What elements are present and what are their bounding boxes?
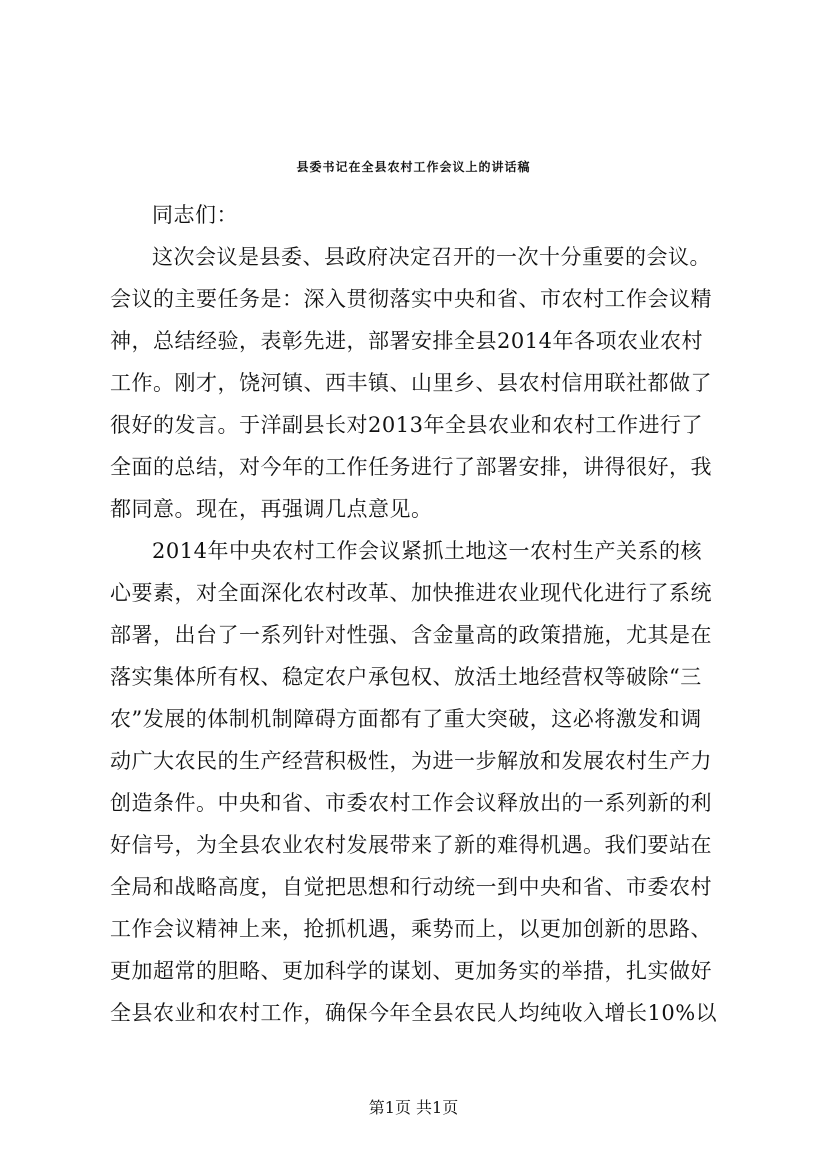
paragraph-line: 这次会议是县委、县政府决定召开的一次十分重要的会议。: [152, 245, 711, 269]
page-number-footer: 第1页 共1页: [368, 1098, 459, 1117]
paragraph-line: 神，总结经验，表彰先进，部署安排全县2014年各项农业农村: [110, 329, 703, 353]
paragraph-line: 好信号，为全县农业农村发展带来了新的难得机遇。我们要站在: [110, 833, 712, 857]
paragraph-line: 全面的总结，对今年的工作任务进行了部署安排，讲得很好，我: [110, 455, 712, 479]
paragraph-line: 动广大农民的生产经营积极性，为进一步解放和发展农村生产力: [110, 749, 712, 773]
paragraph-line: 心要素，对全面深化农村改革、加快推进农业现代化进行了系统: [110, 581, 712, 605]
paragraph-line: 落实集体所有权、稳定农户承包权、放活土地经营权等破除“三: [110, 665, 702, 689]
paragraph-line: 农”发展的体制机制障碍方面都有了重大突破，这必将激发和调: [110, 707, 702, 731]
paragraph-line: 很好的发言。于洋副县长对2013年全县农业和农村工作进行了: [110, 413, 703, 437]
paragraph-line: 工作会议精神上来，抢抓机遇，乘势而上，以更加创新的思路、: [110, 917, 712, 941]
paragraph-line: 部署，出台了一系列针对性强、含金量高的政策措施，尤其是在: [110, 623, 712, 647]
paragraph-line: 创造条件。中央和省、市委农村工作会议释放出的一系列新的利: [110, 791, 712, 815]
paragraph-line: 工作。刚才，饶河镇、西丰镇、山里乡、县农村信用联社都做了: [110, 371, 712, 395]
paragraph-line: 全局和战略高度，自觉把思想和行动统一到中央和省、市委农村: [110, 875, 712, 899]
paragraph-line: 更加超常的胆略、更加科学的谋划、更加务实的举措，扎实做好: [110, 959, 712, 983]
paragraph-line: 会议的主要任务是：深入贯彻落实中央和省、市农村工作会议精: [110, 287, 712, 311]
paragraph-line: 2014年中央农村工作会议紧抓土地这一农村生产关系的核: [152, 539, 702, 563]
salutation: 同志们：: [152, 203, 238, 227]
paragraph-line: 全县农业和农村工作，确保今年全县农民人均纯收入增长10%以: [110, 1001, 718, 1025]
paragraph-line: 都同意。现在，再强调几点意见。: [110, 497, 433, 521]
document-title: 县委书记在全县农村工作会议上的讲话稿: [296, 160, 531, 174]
